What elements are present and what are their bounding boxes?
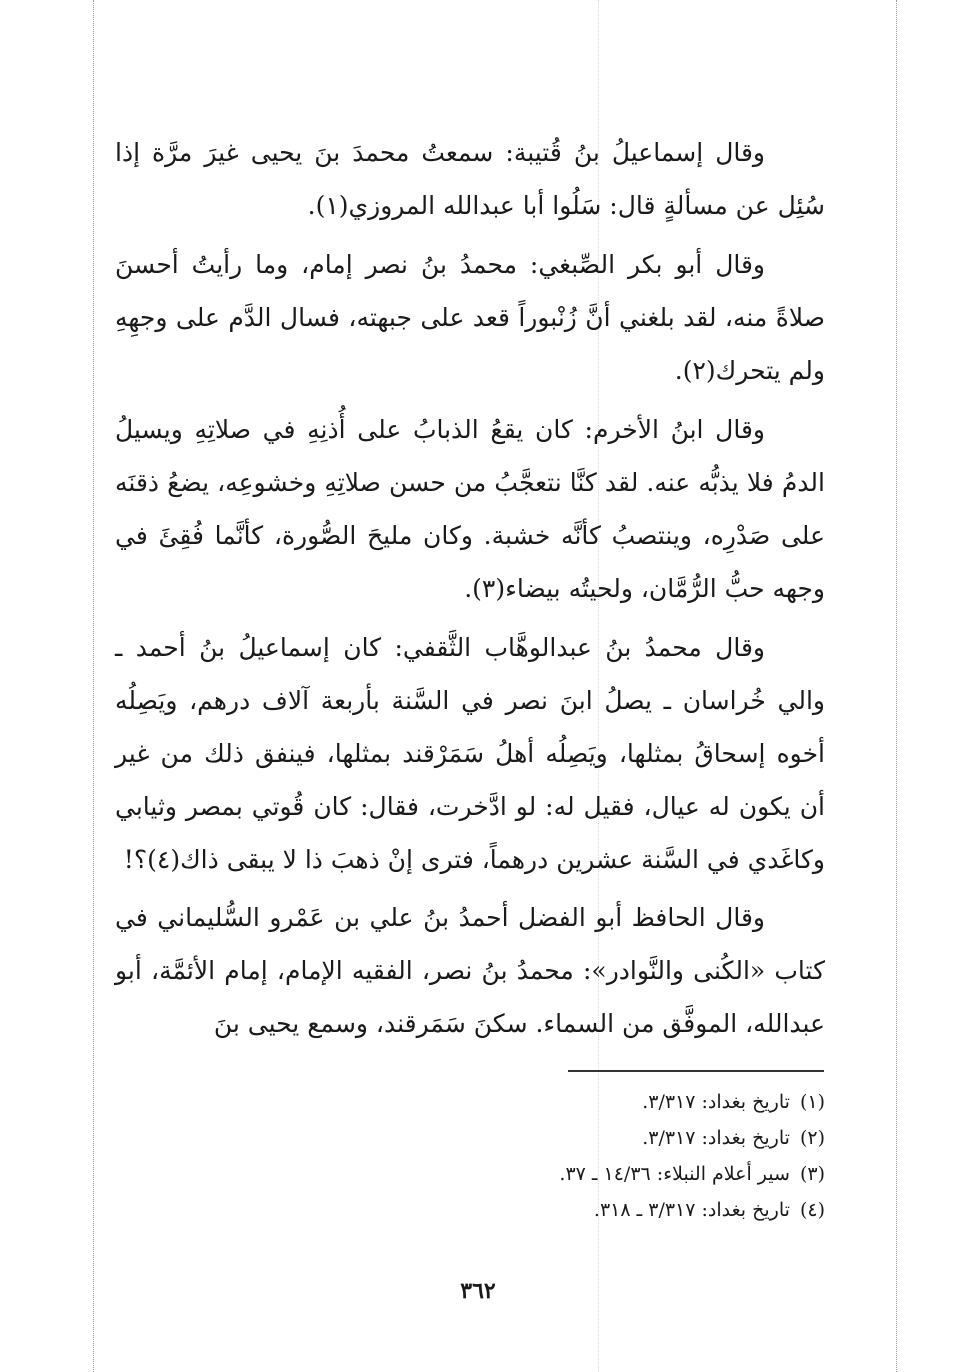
footnote-number: (١) bbox=[799, 1091, 825, 1113]
paragraph-2: وقال أبو بكر الصِّبغي: محمدُ بنُ نصر إمام، وما رأيتُ أحسنَ صلاةً منه، لقد بلغني أنَّ زُنْبوراً قعد على جبهته، فسال الدَّم على وجهِهِ ولم يتحرك(٢). bbox=[115, 250, 825, 385]
scan-margin-dots-right bbox=[896, 0, 897, 1372]
footnote-2 bbox=[440, 1120, 825, 1156]
footnote-number: (٢) bbox=[799, 1127, 825, 1149]
footnote-separator bbox=[568, 1070, 824, 1072]
footnote-4 bbox=[440, 1192, 825, 1228]
footnotes bbox=[440, 1084, 825, 1228]
scan-margin-dots-left bbox=[93, 0, 94, 1372]
footnote-number: (٤) bbox=[799, 1199, 825, 1221]
footnote-text: تاريخ بغداد: ٣/٣١٧. bbox=[642, 1091, 790, 1113]
footnote-number: (٣) bbox=[799, 1163, 825, 1185]
footnote-1 bbox=[440, 1084, 825, 1120]
footnote-text: تاريخ بغداد: ٣/٣١٧ ـ ٣١٨. bbox=[593, 1199, 790, 1221]
footnote-text: تاريخ بغداد: ٣/٣١٧. bbox=[642, 1127, 790, 1149]
paragraph-3: وقال ابنُ الأخرم: كان يقعُ الذبابُ على أُذنِهِ في صلاتِهِ ويسيلُ الدمُ فلا يذبُّه عنه. لقد كنَّا نتعجَّبُ من حسن صلاتِهِ وخشوعِه، يضعُ ذقنَه على صَدْرِه، وينتصبُ كأنَّه خشبة. وكان مليحَ الصُّورة، كأنَّما فُقِئَ في وجهه حبُّ الرُّمَّان، ولحيتُه بيضاء(٣). bbox=[115, 415, 825, 603]
page-number: ٣٦٢ bbox=[460, 1278, 496, 1304]
paragraph-4: وقال محمدُ بنُ عبدالوهَّاب الثَّقفي: كان إسماعيلُ بنُ أحمد ـ والي خُراسان ـ يصلُ ابنَ نصر في السَّنة بأربعة آلاف درهم، ويَصِلُه أخوه إسحاقُ بمثلها، ويَصِلُه أهلُ سَمَرْقند بمثلها، فينفق ذلك من غير أن يكون له عيال، فقيل له: لو ادَّخرت، فقال: كان قُوتي بمصر وثيابي وكاغَدي في السَّنة عشرين درهماً، فترى إنْ ذهبَ ذا لا يبقى ذاك(٤)؟! bbox=[115, 633, 825, 874]
footnote-3 bbox=[440, 1156, 825, 1192]
footnote-text: سير أعلام النبلاء: ١٤/٣٦ ـ ٣٧. bbox=[559, 1163, 790, 1185]
paragraph-5: وقال الحافظ أبو الفضل أحمدُ بنُ علي بن عَمْرو السُّليماني في كتاب «الكُنى والنَّوادر»: محمدُ بنُ نصر، الفقيه الإمام، إمام الأئمَّة، أبو عبدالله، الموفَّق من السماء. سكنَ سَمَرقند، وسمع يحيى بنَ bbox=[115, 903, 825, 1038]
paragraph-1: وقال إسماعيلُ بنُ قُتيبة: سمعتُ محمدَ بنَ يحيى غيرَ مرَّة إذا سُئِل عن مسألةٍ قال: سَلُوا أبا عبدالله المروزي(١). bbox=[115, 138, 825, 220]
